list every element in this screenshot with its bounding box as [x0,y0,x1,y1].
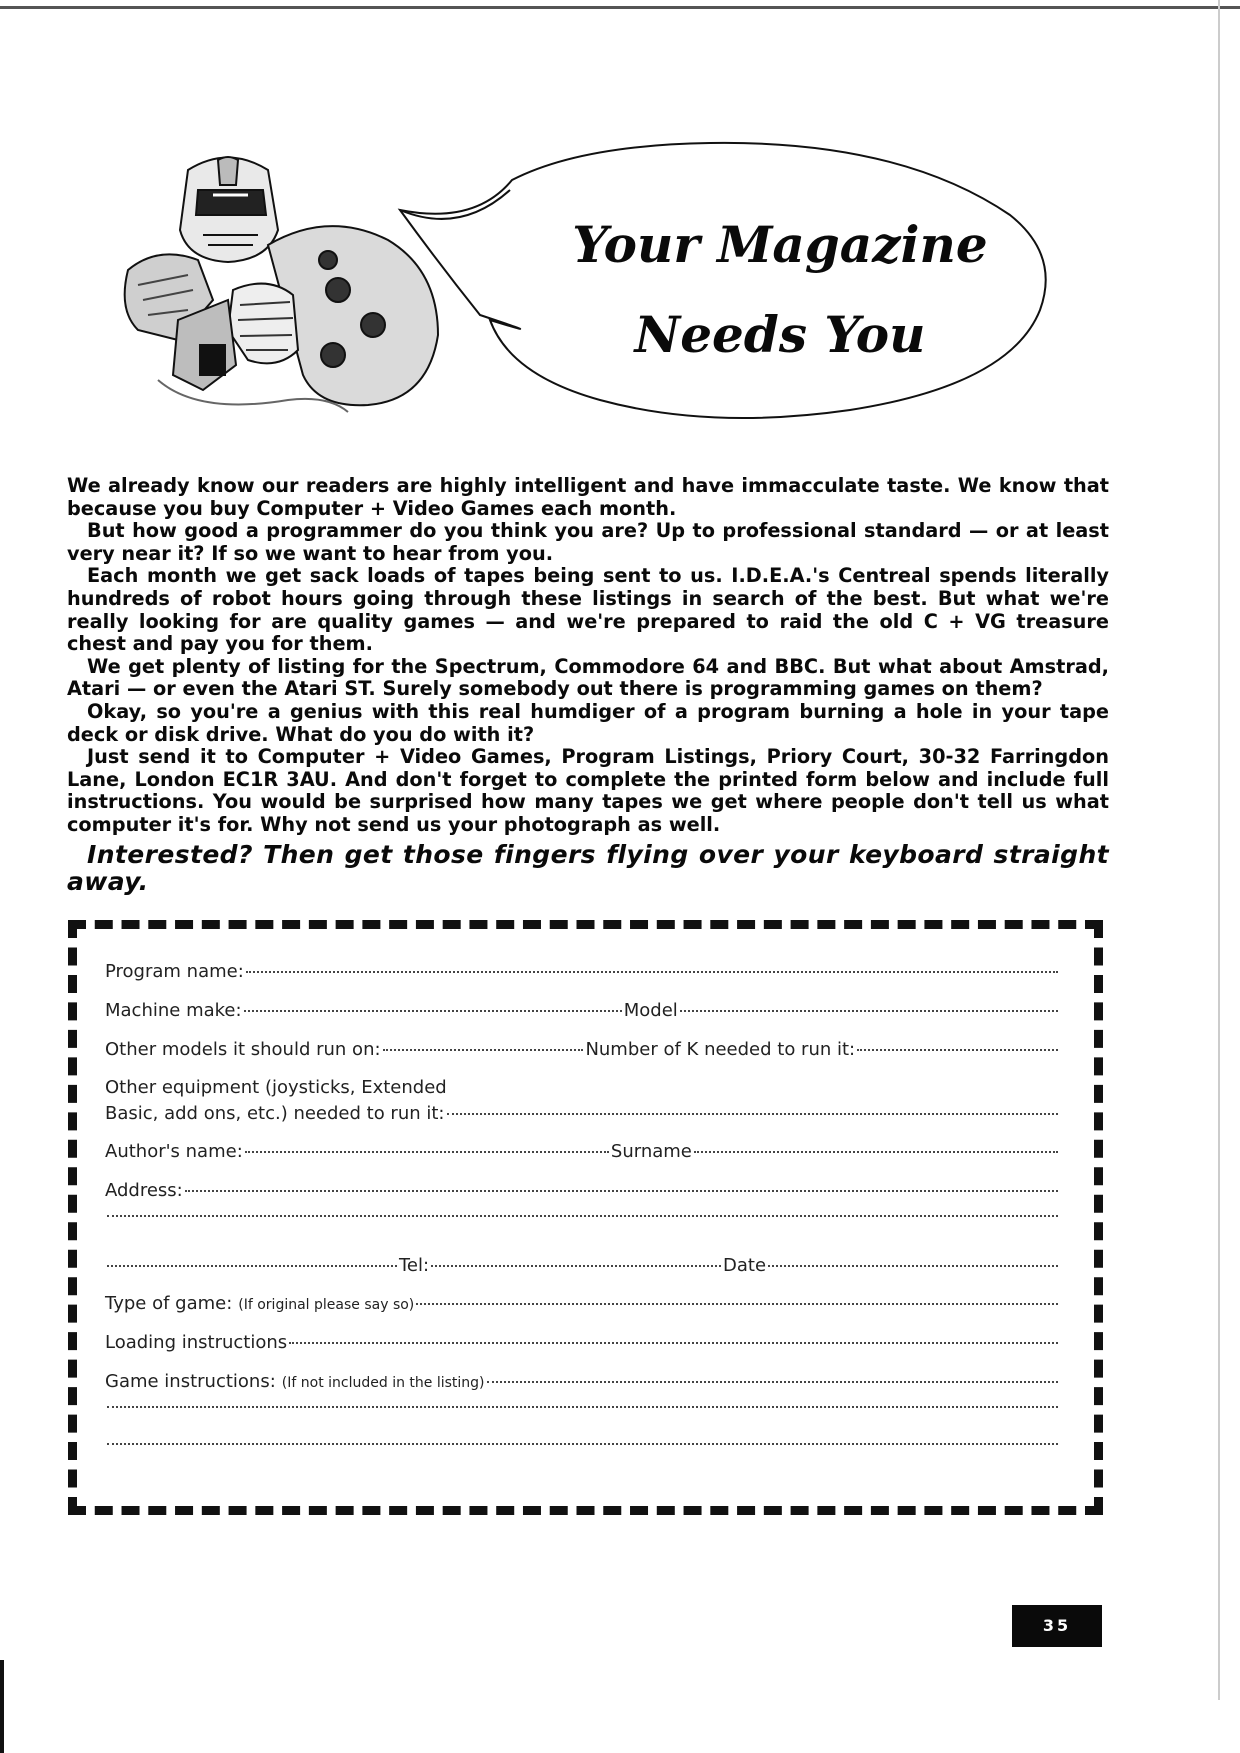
game-instructions-row-2 [105,1409,1060,1412]
address-row [105,1180,1060,1201]
machine-make-field[interactable] [244,1009,622,1012]
other-equipment-field[interactable] [447,1112,1059,1115]
authors-name-label: Author's name: [105,1141,243,1162]
date-label: Date [723,1255,767,1276]
game-instructions-row-3 [105,1446,1060,1449]
other-models-field[interactable] [383,1048,584,1051]
bubble-headline [560,200,1000,380]
other-equipment-label-1: Other equipment (joysticks, Extended [105,1077,447,1098]
article-paragraph: We get plenty of listing for the Spectrum, Commodore 64 and BBC. But what about Amstrad, Atari — or even the Atari ST. Surely somebody out there is programming games on them? [67,654,1109,701]
address-label: Address: [105,1180,183,1201]
number-of-k-label: Number of K needed to run it: [585,1039,856,1060]
surname-label: Surname [610,1141,692,1162]
game-instructions-field-3[interactable] [107,1442,1058,1445]
page-number: 35 [1012,1605,1102,1647]
article-body [67,475,1109,895]
page-edge-shadow [1218,0,1220,1700]
machine-make-label: Machine make: [105,1000,242,1021]
authors-name-field[interactable] [245,1150,609,1153]
tel-field[interactable] [431,1264,721,1267]
article-paragraph: Okay, so you're a genius with this real humdiger of a program burning a hole in your tape deck or disk drive. What do you do with it? [67,699,1109,746]
program-name-label: Program name: [105,961,244,982]
number-of-k-field[interactable] [857,1048,1058,1051]
article-paragraph: Just send it to Computer + Video Games, Program Listings, Priory Court, 30-32 Farringdon Lane, London EC1R 3AU. And don't forget to complete the printed form below and include full instructions. You would be surprised how many tapes we get where people don't tell us what computer it's for. Why not send us your photograph as well. [67,745,1109,836]
model-field[interactable] [680,1009,1058,1012]
date-field[interactable] [768,1264,1058,1267]
page-corner-mark [0,1660,4,1753]
loading-instructions-field[interactable] [289,1341,1058,1344]
game-instructions-row [105,1371,1060,1392]
type-of-game-label: Type of game: [105,1293,233,1314]
bubble-line-1: Your Magazine [572,215,988,274]
other-models-row [105,1039,1060,1060]
other-equipment-label-2: Basic, add ons, etc.) needed to run it: [105,1103,445,1124]
article-paragraph: We already know our readers are highly intelligent and have immacculate taste. We know that because you buy Computer + Video Games each month. [67,474,1109,520]
tel-label: Tel: [398,1255,430,1276]
address-row-2 [105,1218,1060,1221]
other-models-label: Other models it should run on: [105,1039,381,1060]
type-of-game-note: (If original please say so) [238,1297,415,1313]
author-row [105,1141,1060,1162]
loading-instructions-label: Loading instructions [105,1332,288,1353]
other-equipment-row-2 [105,1103,1060,1124]
other-equipment-row-1 [105,1075,1060,1101]
address-field-2[interactable] [107,1214,1058,1217]
loading-instructions-row [105,1332,1060,1353]
tel-date-row [105,1255,1060,1276]
article-paragraph: Each month we get sack loads of tapes being sent to us. I.D.E.A.'s Centreal spends literally hundreds of robot hours going through these listings in search of the best. But what we're really looking for are quality games — and we're prepared to raid the old C + VG treasure chest and pay you for them. [67,564,1109,656]
machine-row [105,1000,1060,1021]
article-paragraph: But how good a programmer do you think you are? Up to professional standard — or at least very near it? If so we want to hear from you. [67,519,1109,565]
top-rule [0,6,1240,9]
address-field-1[interactable] [185,1189,1058,1192]
article-closing: Interested? Then get those fingers flying over your keyboard straight away. [67,839,1109,896]
program-name-row [105,961,1060,982]
game-instructions-label: Game instructions: [105,1371,276,1392]
program-name-field[interactable] [246,970,1058,973]
type-of-game-field[interactable] [416,1302,1058,1305]
model-label: Model [623,1000,678,1021]
game-instructions-note: (If not included in the listing) [281,1375,485,1391]
address-field-3[interactable] [107,1264,397,1267]
bubble-line-2: Needs You [634,305,926,364]
surname-field[interactable] [694,1150,1058,1153]
game-instructions-field-1[interactable] [487,1380,1058,1383]
game-instructions-field-2[interactable] [107,1405,1058,1408]
type-of-game-row [105,1293,1060,1314]
